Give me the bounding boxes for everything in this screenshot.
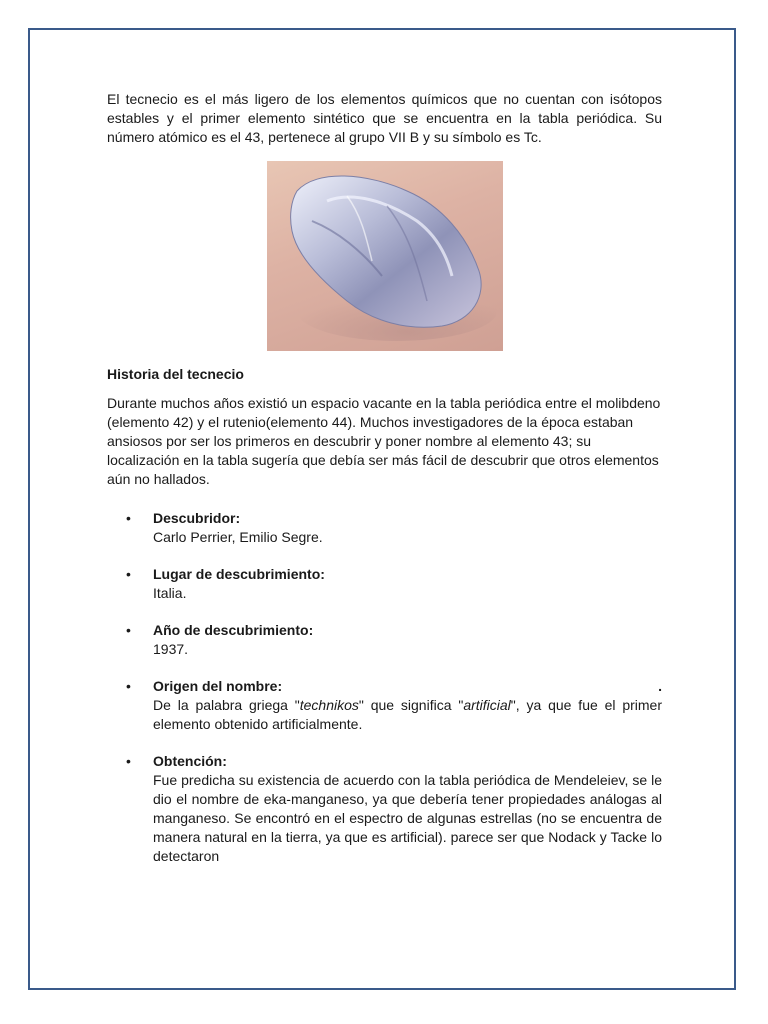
intro-paragraph: El tecnecio es el más ligero de los elementos químicos que no cuentan con isótopos estables y el primer elemento sintético que se encuentra en la tabla periódica. Su número atómico es el 43, pertenece al grupo VII B y su símbolo es Tc.: [107, 91, 662, 145]
discoverer-title: • Descubridor:: [153, 510, 241, 526]
document-body: [107, 90, 662, 884]
name-origin-prefix: De la palabra griega ": [153, 697, 300, 713]
obtaining-title: • Obtención:: [153, 753, 227, 769]
name-origin-suffix: ", ya que fue el primer elemento obtenido artificialmente.: [153, 697, 663, 732]
name-origin-title-row: [153, 677, 662, 696]
technetium-photo: [267, 161, 503, 351]
facts-list: [107, 509, 662, 866]
name-origin-title: • Origen del nombre:: [153, 678, 283, 694]
name-origin-value: [153, 696, 662, 734]
place-value: Italia.: [153, 585, 187, 601]
obtaining-value: Fue predicha su existencia de acuerdo con la tabla periódica de Mendeleiev, se le dio el nombre de eka-manganeso, ya que debería tener propiedades análogas al manganeso. Se encontró en el espectro de algunas estrellas (no se encuentra de manera natural en la tierra, ya que es artificial). parece ser que Nodack y Tacke lo detectaron: [153, 772, 662, 864]
list-item: [107, 509, 662, 547]
list-item: [107, 621, 662, 659]
history-paragraph: Durante muchos años existió un espacio vacante en la tabla periódica entre el molibdeno (elemento 42) y el rutenio(elemento 44). Muchos investigadores de la época estaban ansiosos por ser los primeros en descubrir y poner nombre al elemento 43; su localización en la tabla sugería que debía ser más fácil de descubrir que otros elementos aún no hallados.: [107, 395, 661, 487]
year-title: • Año de descubrimiento:: [153, 622, 314, 638]
list-item: [107, 565, 662, 603]
place-title: • Lugar de descubrimiento:: [153, 566, 325, 582]
name-origin-word-technikos: technikos: [299, 697, 359, 713]
name-origin-middle: " que significa ": [358, 697, 464, 713]
discoverer-value: Carlo Perrier, Emilio Segre.: [153, 529, 323, 545]
name-origin-word-artificial: artificial: [463, 697, 511, 713]
history-heading: Historia del tecnecio: [107, 366, 244, 382]
year-value: 1937.: [153, 641, 189, 657]
list-item: [107, 677, 662, 734]
name-origin-trailing: .: [658, 678, 662, 694]
list-item: [107, 752, 662, 866]
technetium-sample-image: [267, 161, 503, 351]
